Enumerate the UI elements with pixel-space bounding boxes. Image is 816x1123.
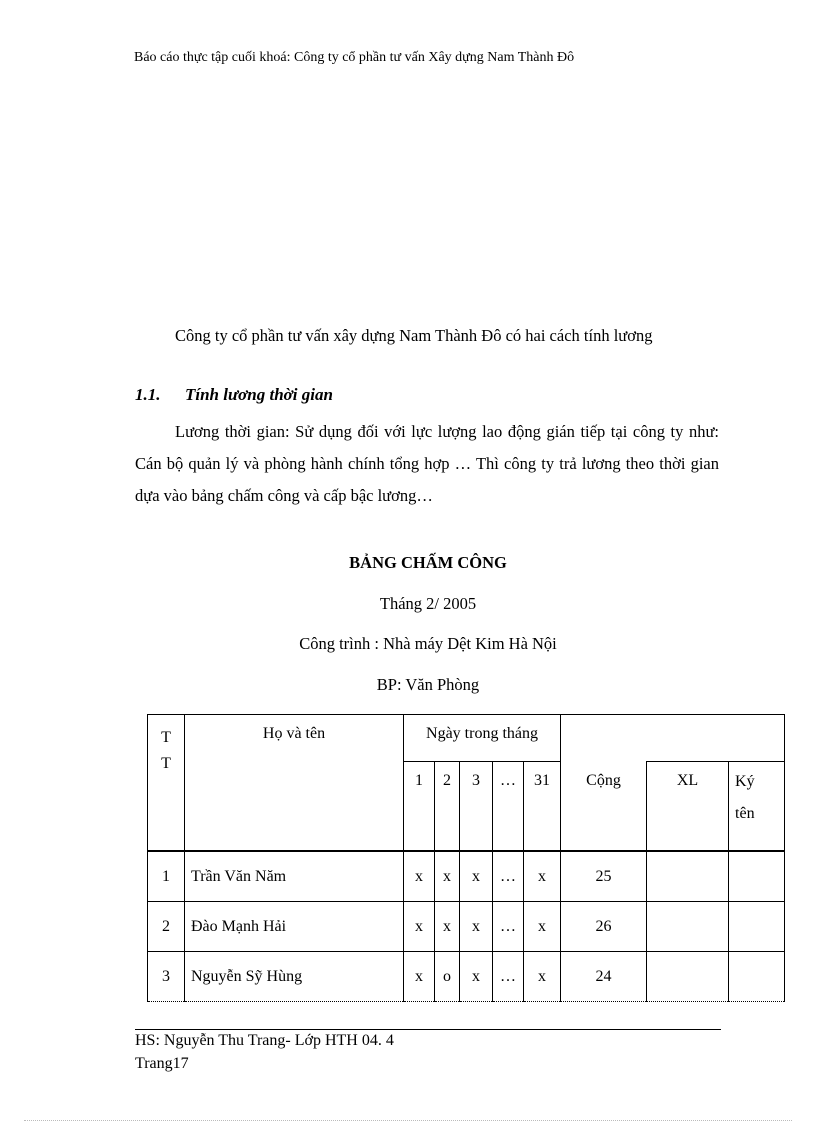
header-day-ellipsis-label: … — [500, 772, 516, 789]
header-rank-label: XL — [676, 772, 699, 789]
body-text: Lương thời gian: Sử dụng đối với lực lượng lao động gián tiếp tại công ty như: Cán bộ quản lý và phòng hành chính tổng hợp … Thì công ty trả lương theo thời gian dựa vào bảng chấm công và cấp bậc lương… — [135, 422, 719, 505]
table-title: BẢNG CHẤM CÔNG — [349, 553, 507, 572]
cell-day: o — [435, 952, 460, 1002]
page-break-line — [24, 1120, 792, 1121]
cell-day: x — [435, 902, 460, 952]
header-tt-label: T T — [161, 729, 171, 772]
table-row — [148, 902, 785, 952]
cell-tt: 3 — [148, 952, 185, 1002]
header-name-label: Họ và tên — [262, 725, 326, 742]
table-row — [148, 851, 785, 902]
header-days-label: Ngày trong tháng — [426, 725, 538, 742]
table-month: Tháng 2/ 2005 — [379, 594, 477, 613]
section-number: 1.1. — [135, 385, 161, 404]
cell-total: 26 — [561, 902, 647, 952]
header-day-1-label: 1 — [415, 772, 423, 789]
cell-day: x — [404, 952, 435, 1002]
cell-name: Đào Mạnh Hải — [185, 902, 404, 952]
footer-rule — [135, 1029, 721, 1030]
header-total — [561, 762, 647, 852]
cell-sign — [729, 952, 785, 1002]
cell-total: 25 — [561, 851, 647, 902]
header-rank — [647, 762, 729, 852]
cell-total: 24 — [561, 952, 647, 1002]
cell-rank — [647, 952, 729, 1002]
header-days — [404, 715, 561, 762]
cell-day: … — [493, 952, 524, 1002]
cell-rank — [647, 902, 729, 952]
cell-day: x — [524, 851, 561, 902]
header-day-31-label: 31 — [534, 772, 550, 789]
cell-tt: 1 — [148, 851, 185, 902]
header-sign — [729, 762, 785, 852]
table-project: Công trình : Nhà máy Dệt Kim Hà Nội — [299, 634, 557, 653]
cell-rank — [647, 851, 729, 902]
section-title: Tính lương thời gian — [185, 385, 333, 404]
cell-day: x — [460, 902, 493, 952]
cell-day: x — [404, 902, 435, 952]
cell-day: x — [460, 851, 493, 902]
footer-student: HS: Nguyễn Thu Trang- Lớp HTH 04. 4 — [135, 1032, 394, 1049]
cell-sign — [729, 851, 785, 902]
header-day-3-label: 3 — [472, 772, 480, 789]
intro-text: Công ty cổ phần tư vấn xây dựng Nam Thành Đô có hai cách tính lương — [175, 326, 653, 345]
header-day-31 — [524, 762, 561, 852]
table-department: BP: Văn Phòng — [376, 675, 480, 694]
table-row — [148, 952, 785, 1002]
attendance-table — [147, 714, 785, 1002]
cell-sign — [729, 902, 785, 952]
cell-name: Nguyễn Sỹ Hùng — [185, 952, 404, 1002]
cell-day: … — [493, 902, 524, 952]
intro-paragraph — [135, 320, 719, 352]
cell-name: Trần Văn Năm — [185, 851, 404, 902]
header-tt — [148, 715, 185, 852]
header-day-ellipsis — [493, 762, 524, 852]
section-heading — [135, 385, 333, 405]
header-name — [185, 715, 404, 852]
cell-day: x — [524, 902, 561, 952]
header-day-3 — [460, 762, 493, 852]
cell-day: x — [404, 851, 435, 902]
cell-day: … — [493, 851, 524, 902]
cell-day: x — [435, 851, 460, 902]
cell-day: x — [524, 952, 561, 1002]
cell-day: x — [460, 952, 493, 1002]
footer-page-number: Trang17 — [135, 1055, 189, 1072]
header-sign-label: Ký tên — [735, 773, 755, 822]
body-paragraph — [135, 416, 719, 512]
header-day-2-label: 2 — [443, 772, 451, 789]
header-blank — [561, 715, 785, 762]
running-header: Báo cáo thực tập cuối khoá: Công ty cổ phần tư vấn Xây dựng Nam Thành Đô — [134, 50, 575, 65]
header-day-1 — [404, 762, 435, 852]
header-day-2 — [435, 762, 460, 852]
cell-tt: 2 — [148, 902, 185, 952]
header-total-label: Cộng — [586, 771, 621, 789]
